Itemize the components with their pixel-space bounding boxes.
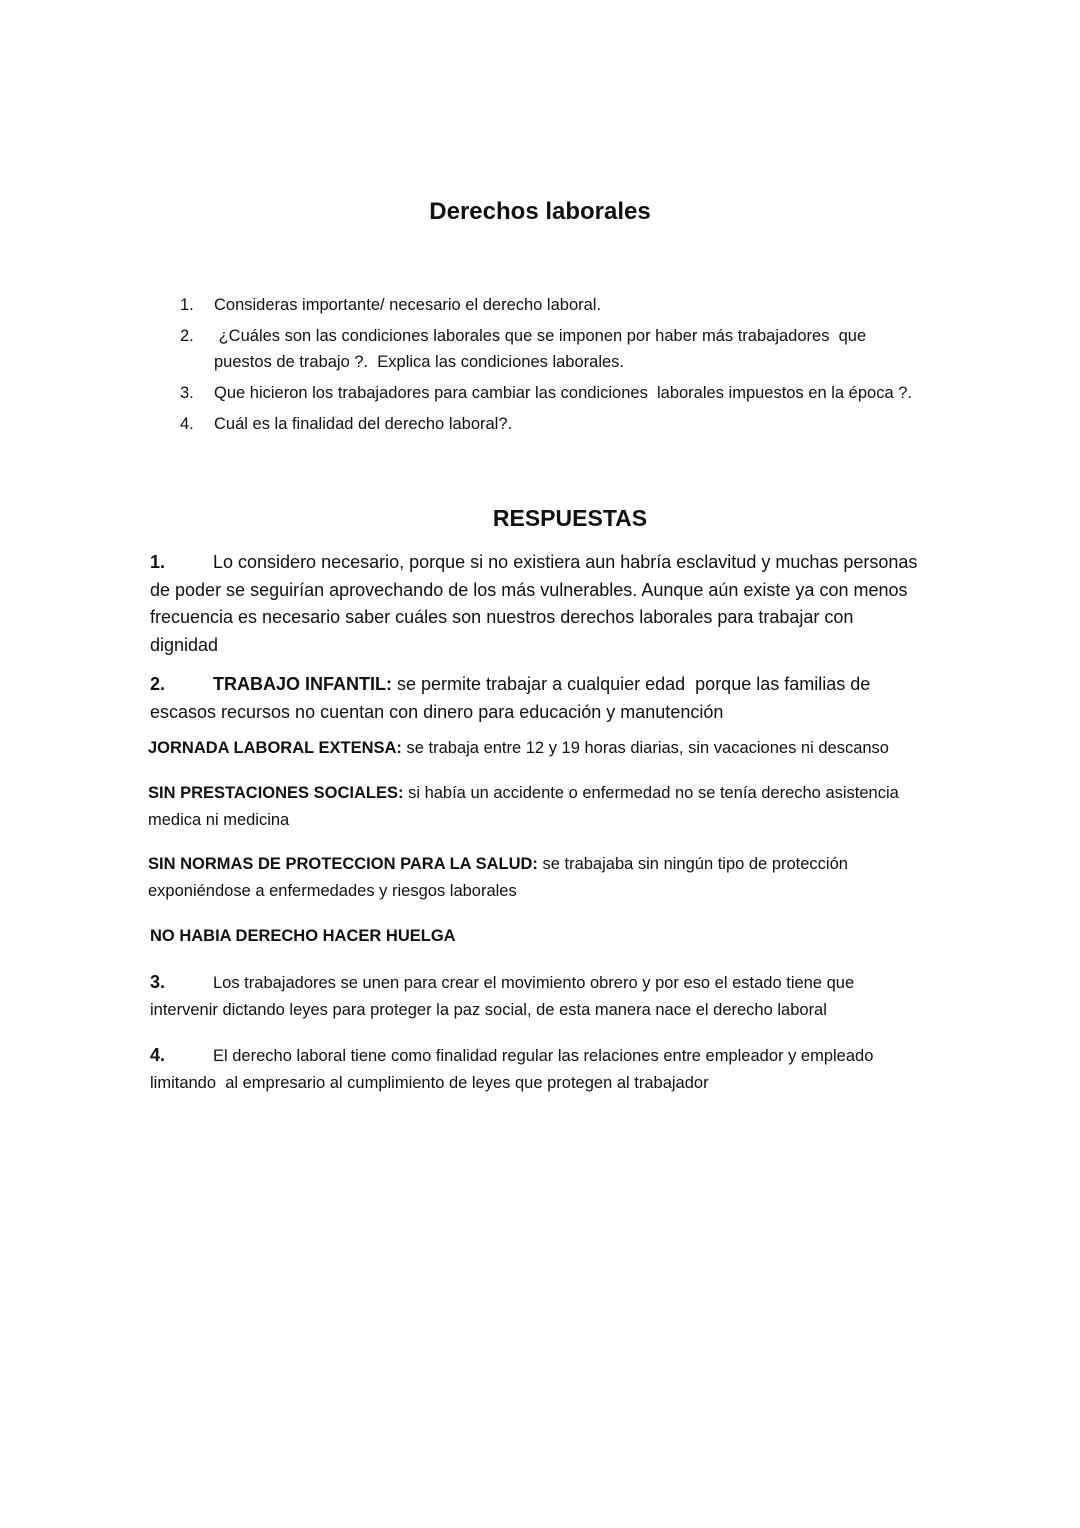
question-item bbox=[180, 380, 920, 406]
condition-text: si había un accidente o enfermedad no se tenía derecho asistencia medica ni medicina bbox=[148, 784, 899, 829]
condition-label: SIN NORMAS DE PROTECCION PARA LA SALUD: bbox=[148, 855, 538, 873]
answer-2-number: 2. bbox=[150, 674, 166, 694]
answer-1 bbox=[150, 549, 920, 659]
answer-1-number: 1. bbox=[150, 552, 166, 572]
question-number: 4. bbox=[180, 415, 194, 433]
condition-label: SIN PRESTACIONES SOCIALES: bbox=[148, 784, 404, 802]
answer-2-label: TRABAJO INFANTIL: bbox=[213, 674, 392, 694]
condition-text: se trabaja entre 12 y 19 horas diarias, sin vacaciones ni descanso bbox=[401, 739, 889, 757]
answer-3-number: 3. bbox=[150, 972, 166, 992]
question-item bbox=[180, 323, 920, 375]
answer-4-number: 4. bbox=[150, 1045, 166, 1065]
answers-heading: RESPUESTAS bbox=[492, 505, 648, 531]
condition-item bbox=[148, 780, 928, 834]
question-text: Que hicieron los trabajadores para cambiar las condiciones laborales impuestos en la época ?. bbox=[214, 384, 912, 402]
question-item bbox=[180, 411, 920, 437]
questions-list bbox=[180, 292, 920, 442]
answer-1-text: Lo considero necesario, porque si no existiera aun habría esclavitud y muchas personas de poder se seguirían aprovechando de los más vulnerables. Aunque aún existe ya con menos frecuencia es necesario saber cuáles son nuestros derechos laborales para trabajar con dignidad bbox=[150, 552, 918, 655]
condition-label: JORNADA LABORAL EXTENSA: bbox=[148, 739, 402, 757]
condition-item bbox=[148, 735, 928, 762]
question-number: 1. bbox=[180, 296, 194, 314]
question-text: ¿Cuáles son las condiciones laborales que se imponen por haber más trabajadores que puestos de trabajo ?. Explica las condiciones laborales. bbox=[214, 327, 871, 371]
answer-4-text: El derecho laboral tiene como finalidad regular las relaciones entre empleador y empleado limitando al empresario al cumplimiento de leyes que protegen al trabajador bbox=[150, 1047, 878, 1092]
document-title: Derechos laborales bbox=[429, 198, 651, 225]
answer-3 bbox=[150, 969, 920, 1024]
answer-2 bbox=[150, 671, 920, 726]
question-item bbox=[180, 292, 920, 318]
condition-text: se trabajaba sin ningún tipo de protección exponiéndose a enfermedades y riesgos laborales bbox=[148, 855, 848, 900]
condition-item bbox=[150, 923, 920, 950]
question-number: 3. bbox=[180, 384, 194, 402]
condition-label: NO HABIA DERECHO HACER HUELGA bbox=[150, 927, 456, 945]
answer-2-text: se permite trabajar a cualquier edad porque las familias de escasos recursos no cuentan con dinero para educación y manutención bbox=[150, 674, 876, 722]
answer-3-text: Los trabajadores se unen para crear el movimiento obrero y por eso el estado tiene que intervenir dictando leyes para proteger la paz social, de esta manera nace el derecho laboral bbox=[150, 974, 855, 1019]
condition-item bbox=[148, 851, 888, 905]
question-text: Cuál es la finalidad del derecho laboral?. bbox=[214, 415, 513, 433]
question-number: 2. bbox=[180, 327, 194, 345]
question-text: Consideras importante/ necesario el derecho laboral. bbox=[214, 296, 602, 314]
answer-4 bbox=[150, 1042, 920, 1097]
